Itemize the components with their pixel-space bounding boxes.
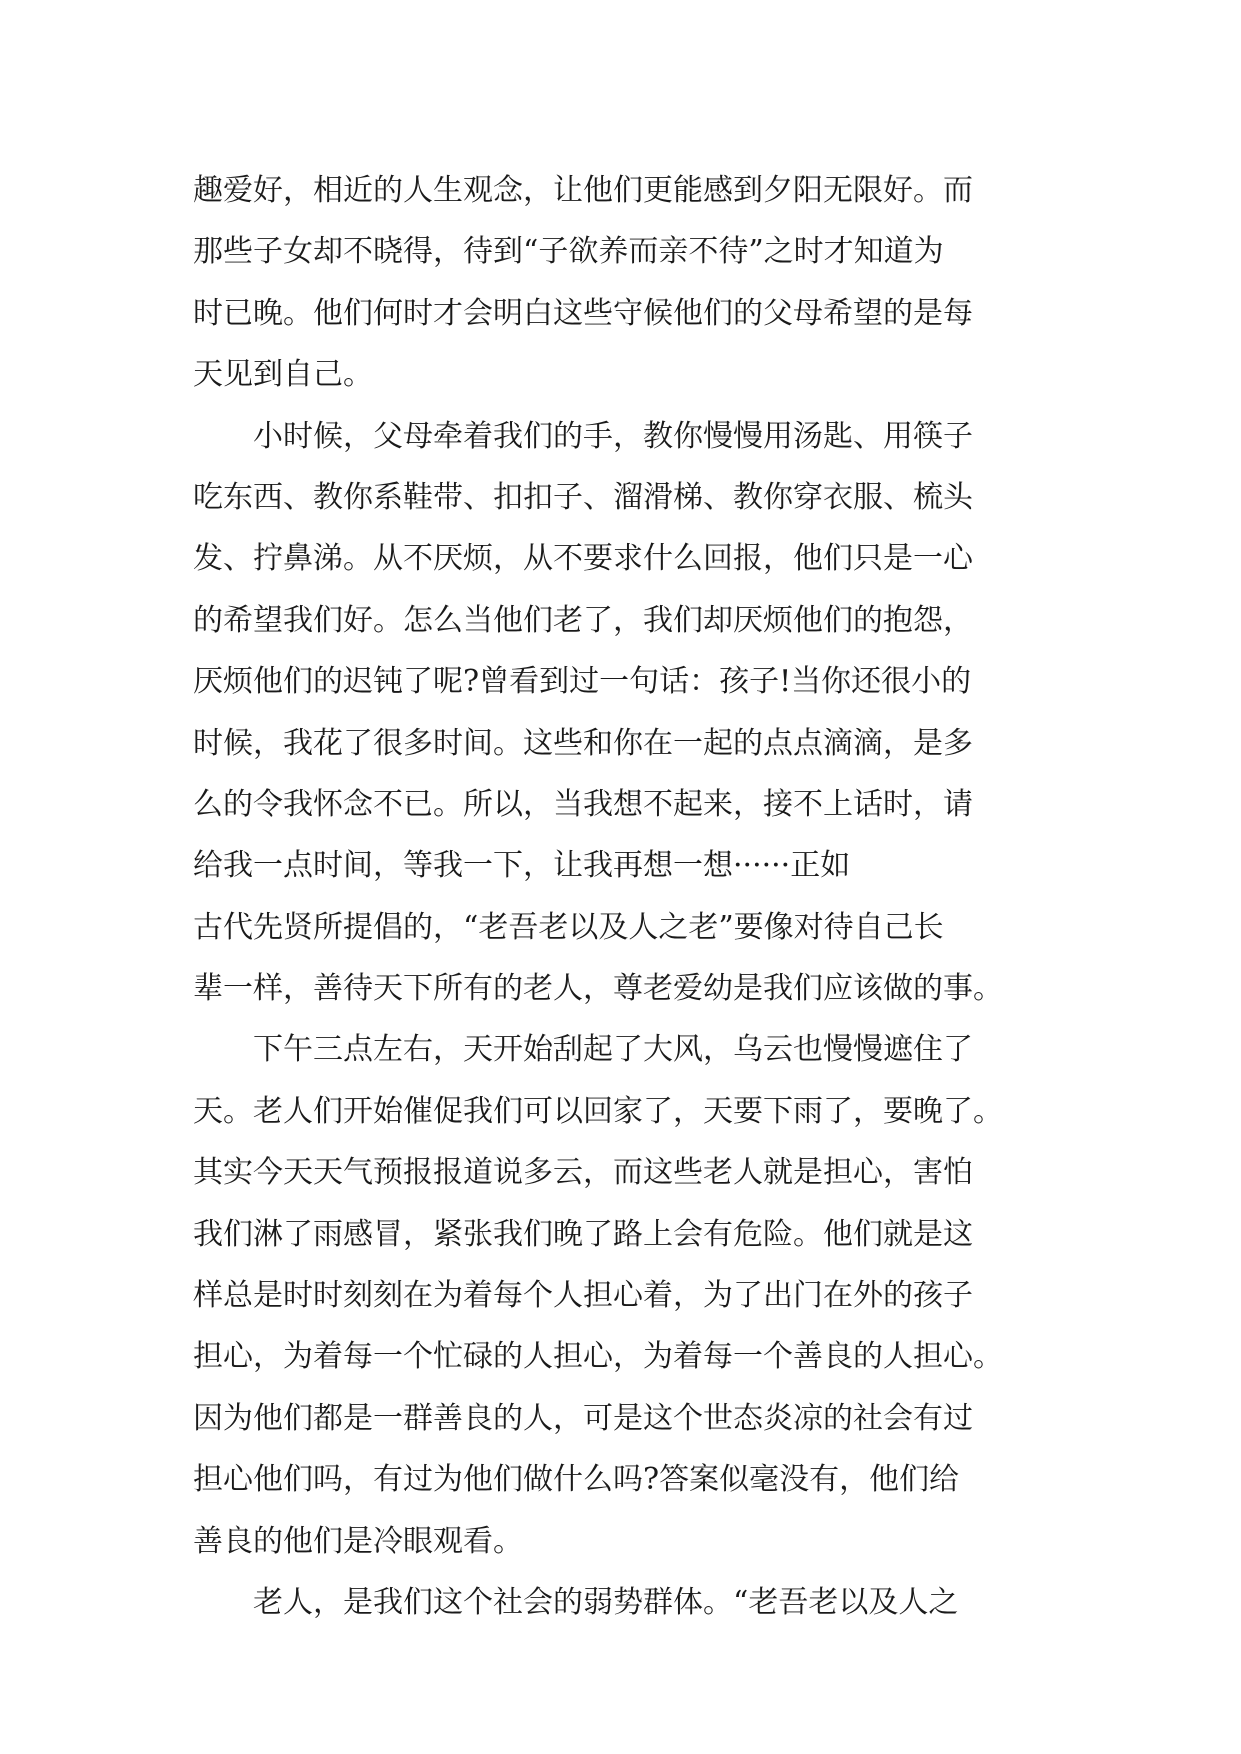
text-line: 时候，我花了很多时间。这些和你在一起的点点滴滴，是多 xyxy=(193,725,973,761)
text-line: 吃东西、教你系鞋带、扣扣子、溜滑梯、教你穿衣服、梳头 xyxy=(193,479,973,515)
text-line: 的希望我们好。怎么当他们老了，我们却厌烦他们的抱怨， xyxy=(193,602,973,638)
text-line: 那些子女却不晓得，待到“子欲养而亲不待”之时才知道为 xyxy=(193,234,944,270)
text-line: 么的令我怀念不已。所以，当我想不起来，接不上话时，请 xyxy=(193,786,973,822)
text-line: 样总是时时刻刻在为着每个人担心着，为了出门在外的孩子 xyxy=(193,1278,973,1314)
text-line: 因为他们都是一群善良的人，可是这个世态炎凉的社会有过 xyxy=(193,1400,973,1436)
text-line: 善良的他们是冷眼观看。 xyxy=(193,1523,523,1559)
text-line: 小时候，父母牵着我们的手，教你慢慢用汤匙、用筷子 xyxy=(193,418,973,454)
text-line: 其实今天天气预报报道说多云，而这些老人就是担心，害怕 xyxy=(193,1155,973,1191)
text-line: 趣爱好，相近的人生观念，让他们更能感到夕阳无限好。而 xyxy=(193,173,973,208)
text-line: 发、拧鼻涕。从不厌烦，从不要求什么回报，他们只是一心 xyxy=(193,541,973,577)
text-line: 担心他们吗，有过为他们做什么吗?答案似毫没有，他们给 xyxy=(193,1462,960,1498)
text-line: 辈一样，善待天下所有的老人，尊老爱幼是我们应该做的事。 xyxy=(193,971,1003,1007)
text-line: 担心，为着每一个忙碌的人担心，为着每一个善良的人担心。 xyxy=(193,1339,1003,1375)
text-line: 下午三点左右，天开始刮起了大风，乌云也慢慢遮住了 xyxy=(193,1032,973,1068)
text-line: 给我一点时间，等我一下，让我再想一想······正如 xyxy=(193,848,851,884)
body-text xyxy=(193,160,1053,1633)
text-line: 古代先贤所提倡的，“老吾老以及人之老”要像对待自己长 xyxy=(193,909,944,945)
text-line: 老人，是我们这个社会的弱势群体。“老吾老以及人之 xyxy=(193,1584,959,1620)
text-line: 时已晚。他们何时才会明白这些守候他们的父母希望的是每 xyxy=(193,295,973,331)
text-line: 厌烦他们的迟钝了呢?曾看到过一句话：孩子!当你还很小的 xyxy=(193,664,972,700)
text-line: 天见到自己。 xyxy=(193,357,373,393)
text-line: 天。老人们开始催促我们可以回家了，天要下雨了，要晚了。 xyxy=(193,1093,1003,1129)
text-line: 我们淋了雨感冒，紧张我们晚了路上会有危险。他们就是这 xyxy=(193,1216,973,1252)
